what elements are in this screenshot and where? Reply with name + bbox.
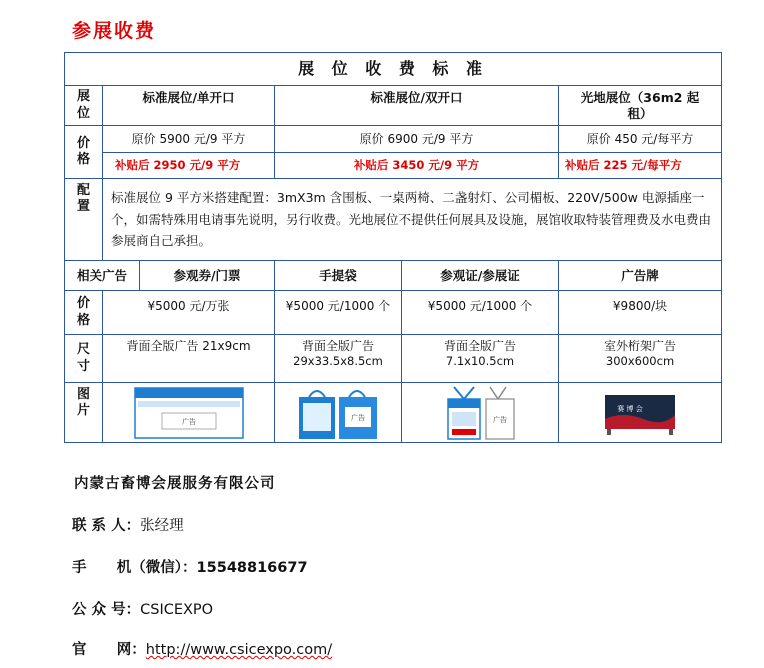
subsidy-price-single: 补贴后 2950 元/9 平方 (103, 153, 275, 179)
booth-label (65, 86, 103, 126)
ticket-image (134, 387, 244, 439)
config-label (65, 179, 103, 261)
contact-site-link[interactable]: http://www.csicexpo.com/ (145, 642, 333, 658)
section-heading: 参展收费 (72, 20, 157, 42)
price-label-text: 价 格 (76, 135, 90, 167)
fee-table (64, 52, 722, 443)
contact-phone-value: 15548816677 (196, 560, 308, 576)
ad-size-bag-line2: 29x33.5x8.5cm (293, 354, 383, 368)
ad-size-badge-line1: 背面全版广告 (443, 339, 516, 353)
ad-price-billboard: ¥9800/块 (559, 291, 722, 335)
contact-person-value: 张经理 (140, 518, 184, 534)
bag-image (295, 385, 381, 441)
image-label-text: 图 片 (76, 387, 90, 419)
original-price-raw: 原价 450 元/每平方 (559, 126, 722, 153)
booth-type-row (65, 86, 722, 126)
contact-person-label: 联 系 人： (72, 518, 141, 534)
ad-label: 相关广告 (65, 261, 140, 291)
config-text: 标准展位 9 平方米搭建配置：3mX3m 含围板、一桌两椅、二盏射灯、公司楣板、220V/500w 电源插座一个，如需特殊用电请事先说明，另行收费。光地展位不提供任何展具及设施，展馆收取特装管理费及水电费由参展商自己承担。 (103, 179, 722, 261)
ad-price-badge: ¥5000 元/1000 个 (402, 291, 559, 335)
ad-price-label (65, 291, 103, 335)
billboard-word: 赛 博 会 (617, 404, 643, 413)
ad-size-ticket-line1: 背面全版广告 21x9cm (126, 339, 251, 353)
size-label-text: 尺 寸 (76, 342, 90, 374)
ad-type-ticket: 参观券/门票 (140, 261, 275, 291)
contact-wechat-label: 公 众 号： (72, 602, 141, 618)
booth-type-raw (559, 86, 722, 126)
ad-type-bag: 手提袋 (275, 261, 402, 291)
ad-price-row (65, 291, 722, 335)
ad-image-row (65, 383, 722, 443)
ad-size-badge-line2: 7.1x10.5cm (445, 354, 515, 368)
price-label (65, 126, 103, 179)
badge-ad-word: 广告 (493, 415, 507, 424)
image-label (65, 383, 103, 443)
contact-person (72, 514, 184, 535)
config-label-text: 配 置 (76, 183, 90, 215)
ad-size-badge (402, 335, 559, 383)
badge-image-cell (402, 383, 559, 443)
ad-type-billboard: 广告牌 (559, 261, 722, 291)
ad-size-bag-line1: 背面全版广告 (301, 339, 374, 353)
bag-image-cell (275, 383, 402, 443)
subsidy-price-raw: 补贴后 225 元/每平方 (559, 153, 722, 179)
booth-type-double: 标准展位/双开口 (275, 86, 559, 126)
table-title: 展 位 收 费 标 准 (65, 53, 722, 86)
ad-size-ticket (103, 335, 275, 383)
ad-type-badge: 参观证/参展证 (402, 261, 559, 291)
subsidy-price-double: 补贴后 3450 元/9 平方 (275, 153, 559, 179)
contact-site-label: 官 网： (72, 642, 146, 658)
booth-label-text: 展 位 (76, 89, 90, 121)
ad-price-label-text: 价 格 (76, 296, 90, 328)
config-row (65, 179, 722, 261)
original-price-row (65, 126, 722, 153)
billboard-image-cell (559, 383, 722, 443)
billboard-image (603, 389, 677, 437)
ad-size-billboard-line2: 300x600cm (605, 354, 675, 368)
bag-ad-word: 广告 (351, 413, 365, 422)
ad-price-ticket: ¥5000 元/万张 (103, 291, 275, 335)
booth-type-raw-text: 光地展位（36m2 起 租） (580, 89, 700, 121)
original-price-double: 原价 6900 元/9 平方 (275, 126, 559, 153)
ticket-image-cell (103, 383, 275, 443)
size-label (65, 335, 103, 383)
ad-size-billboard-line1: 室外桁架广告 (604, 339, 677, 353)
contact-wechat-value: CSICEXPO (140, 602, 214, 618)
contact-site (72, 638, 332, 659)
contact-wechat (72, 598, 213, 619)
ticket-ad-word: 广告 (181, 417, 196, 426)
contact-phone (72, 556, 308, 577)
original-price-single: 原价 5900 元/9 平方 (103, 126, 275, 153)
subsidy-price-row (65, 153, 722, 179)
booth-type-single: 标准展位/单开口 (103, 86, 275, 126)
ad-type-row (65, 261, 722, 291)
ad-size-bag (275, 335, 402, 383)
ad-size-row (65, 335, 722, 383)
badge-image (442, 385, 518, 441)
ad-size-billboard (559, 335, 722, 383)
ad-price-bag: ¥5000 元/1000 个 (275, 291, 402, 335)
table-title-row (65, 53, 722, 86)
company-name: 内蒙古畜博会展服务有限公司 (74, 476, 276, 492)
contact-phone-label: 手 机（微信）： (72, 560, 197, 576)
